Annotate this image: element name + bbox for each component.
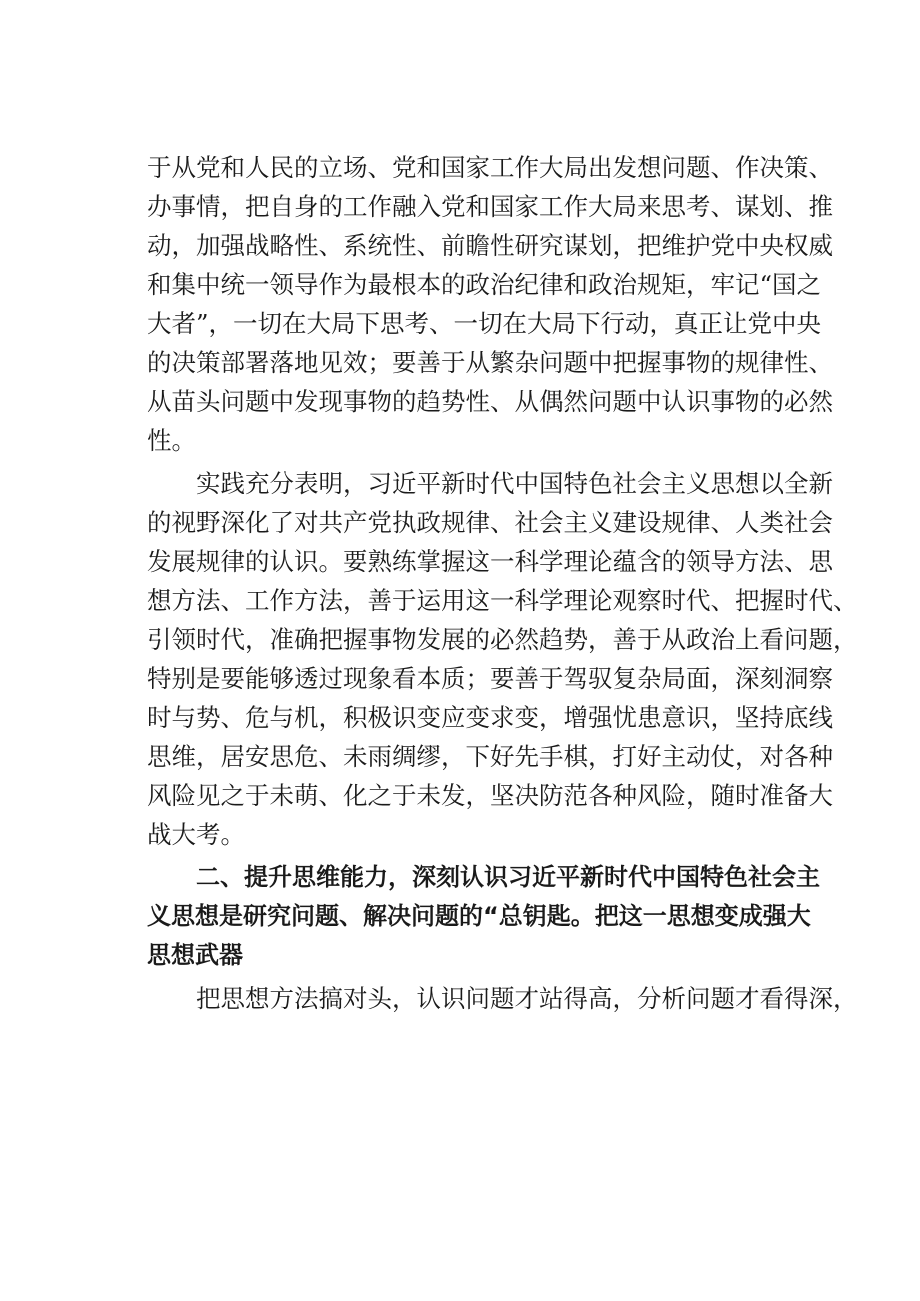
text-line: 的决策部署落地见效；要善于从繁杂问题中把握事物的规律性、	[147, 348, 833, 377]
text-line: 战大考。	[147, 820, 245, 849]
heading-line: 思想武器	[147, 941, 243, 969]
text-line: 大者”，一切在大局下思考、一切在大局下行动，真正让党中央	[147, 309, 822, 338]
section-heading	[147, 858, 820, 975]
paragraph-2	[147, 464, 858, 854]
text-line: 实践充分表明，习近平新时代中国特色社会主义思想以全新	[196, 469, 833, 498]
text-line: 特别是要能够透过现象看本质；要善于驾驭复杂局面，深刻洞察	[147, 664, 833, 693]
text-line: 于从党和人民的立场、党和国家工作大局出发想问题、作决策、	[147, 153, 833, 182]
text-line: 时与势、危与机，积极识变应变求变，增强忧患意识，坚持底线	[147, 703, 833, 732]
text-line: 风险见之于未萌、化之于未发，坚决防范各种风险，随时准备大	[147, 781, 833, 810]
text-line: 动，加强战略性、系统性、前瞻性研究谋划，把维护党中央权威	[147, 231, 833, 260]
text-line: 的视野深化了对共产党执政规律、社会主义建设规律、人类社会	[147, 508, 833, 537]
text-line: 办事情，把自身的工作融入党和国家工作大局来思考、谋划、推	[147, 192, 833, 221]
text-line: 想方法、工作方法，善于运用这一科学理论观察时代、把握时代、	[147, 586, 858, 615]
document-body	[147, 148, 858, 1018]
text-line: 从苗头问题中发现事物的趋势性、从偶然问题中认识事物的必然	[147, 387, 833, 416]
text-line: 把思想方法搞对头，认识问题才站得高，分析问题才看得深，	[196, 984, 858, 1013]
text-line: 和集中统一领导作为最根本的政治纪律和政治规矩，牢记“国之	[147, 270, 822, 299]
text-line: 思维，居安思危、未雨绸缪，下好先手棋，打好主动仗，对各种	[147, 742, 833, 771]
paragraph-1	[147, 148, 833, 460]
heading-line: 义思想是研究问题、解决问题的“总钥匙。把这一思想变成强大	[147, 902, 811, 930]
paragraph-3	[147, 979, 858, 1018]
text-line: 引领时代，准确把握事物发展的必然趋势，善于从政治上看问题，	[147, 625, 858, 654]
text-line: 性。	[147, 426, 196, 455]
text-line: 发展规律的认识。要熟练掌握这一科学理论蕴含的领导方法、思	[147, 547, 833, 576]
heading-line: 二、提升思维能力，深刻认识习近平新时代中国特色社会主	[196, 863, 820, 891]
